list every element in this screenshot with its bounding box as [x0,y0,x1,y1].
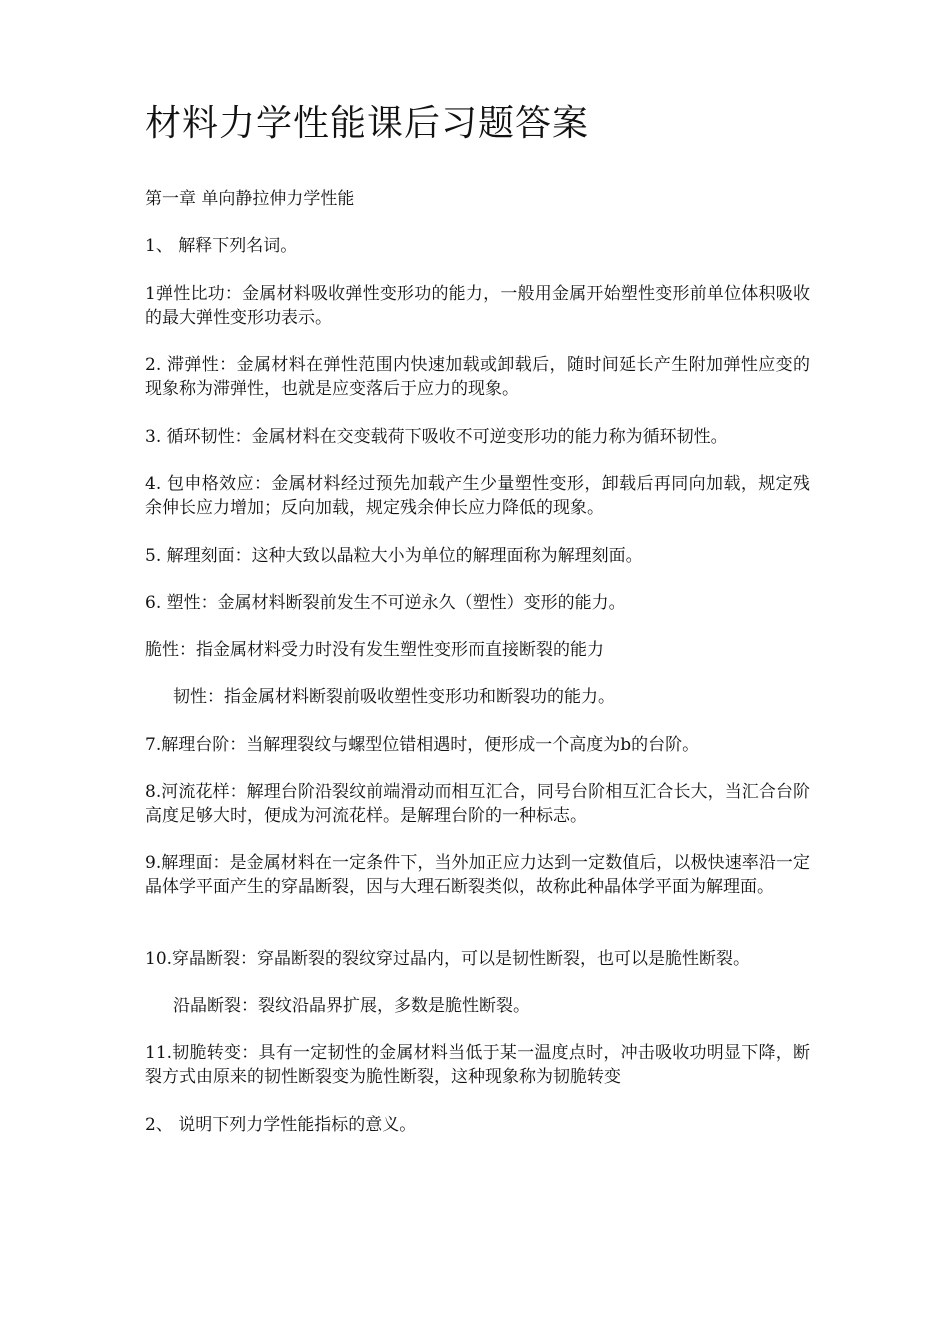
paragraph-bauschinger-effect: 4. 包申格效应：金属材料经过预先加载产生少量塑性变形，卸载后再同向加载，规定残余伸长应力增加；反向加载，规定残余伸长应力降低的现象。 [145,474,810,518]
section-heading-2: 2、 说明下列力学性能指标的意义。 [145,1115,417,1135]
paragraph-anelasticity: 2. 滞弹性：金属材料在弹性范围内快速加载或卸载后，随时间延长产生附加弹性应变的现象称为滞弹性，也就是应变落后于应力的现象。 [145,355,810,399]
paragraph-toughness: 韧性：指金属材料断裂前吸收塑性变形功和断裂功的能力。 [173,687,615,707]
paragraph-transgranular-fracture: 10.穿晶断裂：穿晶断裂的裂纹穿过晶内，可以是韧性断裂，也可以是脆性断裂。 [145,949,751,969]
paragraph-ductile-brittle-transition: 11.韧脆转变：具有一定韧性的金属材料当低于某一温度点时，冲击吸收功明显下降，断裂方式由原来的韧性断裂变为脆性断裂，这种现象称为韧脆转变 [145,1043,810,1087]
paragraph-cyclic-toughness: 3. 循环韧性：金属材料在交变载荷下吸收不可逆变形功的能力称为循环韧性。 [145,427,728,447]
paragraph-elastic-work: 1弹性比功：金属材料吸收弹性变形功的能力，一般用金属开始塑性变形前单位体积吸收的最大弹性变形功表示。 [145,284,810,328]
section-heading-1: 1、 解释下列名词。 [145,236,298,256]
paragraph-brittleness: 脆性：指金属材料受力时没有发生塑性变形而直接断裂的能力 [145,640,604,660]
paragraph-intergranular-fracture: 沿晶断裂：裂纹沿晶界扩展，多数是脆性断裂。 [173,996,530,1016]
paragraph-cleavage-plane: 9.解理面：是金属材料在一定条件下，当外加正应力达到一定数值后，以极快速率沿一定晶体学平面产生的穿晶断裂，因与大理石断裂类似，故称此种晶体学平面为解理面。 [145,853,810,897]
chapter-heading: 第一章 单向静拉伸力学性能 [145,189,355,209]
paragraph-plasticity: 6. 塑性：金属材料断裂前发生不可逆永久（塑性）变形的能力。 [145,593,626,613]
paragraph-cleavage-step: 7.解理台阶：当解理裂纹与螺型位错相遇时，便形成一个高度为b的台阶。 [145,735,700,755]
paragraph-river-pattern: 8.河流花样：解理台阶沿裂纹前端滑动而相互汇合，同号台阶相互汇合长大，当汇合台阶高度足够大时，便成为河流花样。是解理台阶的一种标志。 [145,782,810,826]
paragraph-cleavage-facet: 5. 解理刻面：这种大致以晶粒大小为单位的解理面称为解理刻面。 [145,546,643,566]
document-title: 材料力学性能课后习题答案 [145,103,590,144]
